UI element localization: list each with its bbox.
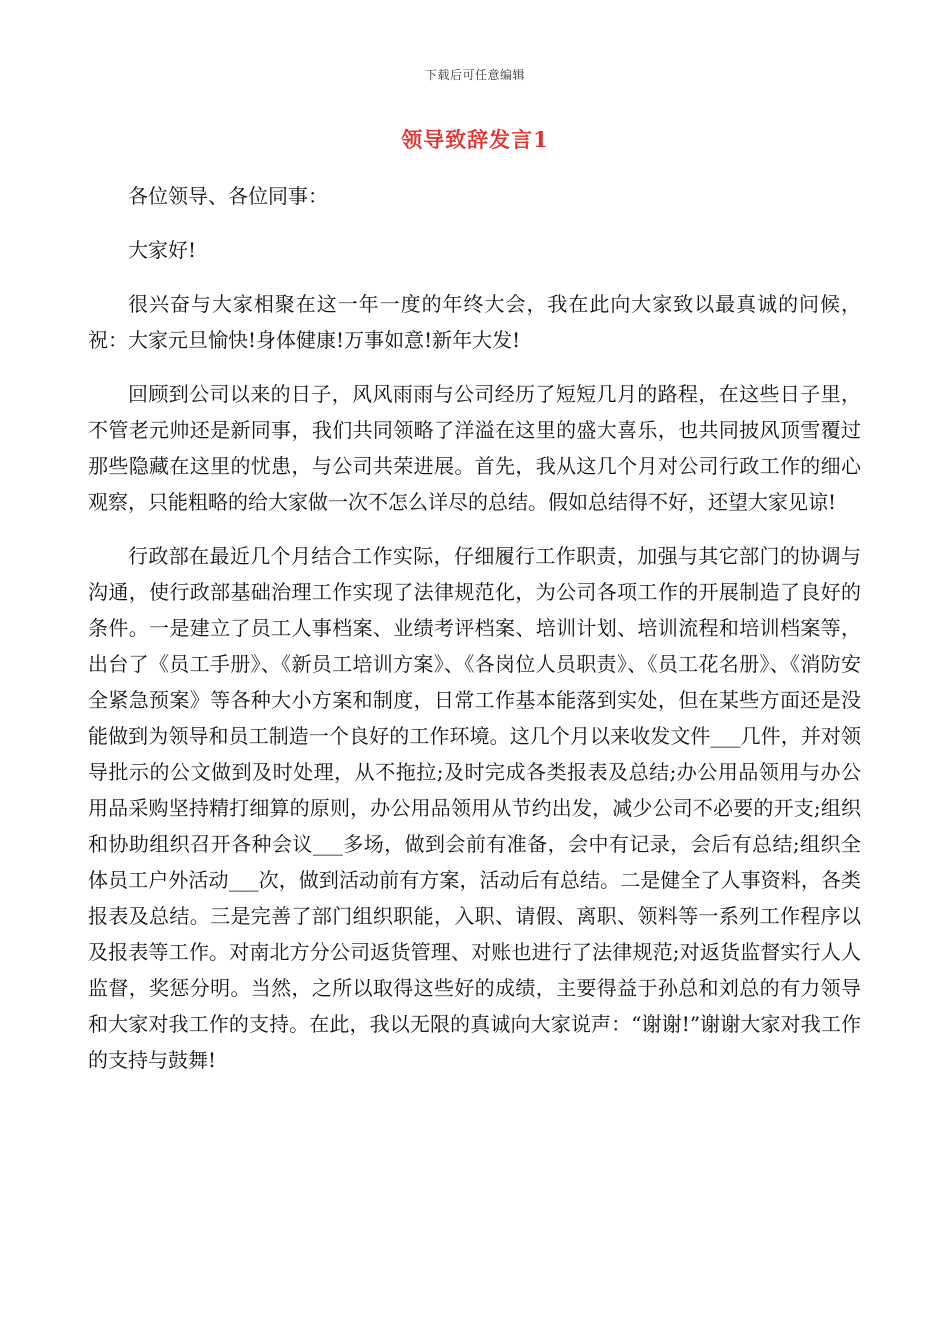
document-body [88,178,861,1096]
wishes-paragraph: 很兴奋与大家相聚在这一年一度的年终大会，我在此向大家致以最真诚的问候，祝：大家元旦愉快!身体健康!万事如意!新年大发! [88,292,861,352]
document-title: 领导致辞发言1 [401,127,549,152]
review-paragraph: 回顾到公司以来的日子，风风雨雨与公司经历了短短几月的路程，在这些日子里，不管老元帅还是新同事，我们共同领略了洋溢在这里的盛大喜乐，也共同披风顶雪覆过那些隐藏在这里的忧患，与公司共荣进展。首先，我从这几个月对公司行政工作的细心观察，只能粗略的给大家做一次不怎么详尽的总结。假如总结得不好，还望大家见谅! [88,382,861,514]
greeting-paragraph: 大家好! [128,238,197,262]
salutation-paragraph: 各位领导、各位同事： [128,184,328,208]
admin-summary-paragraph: 行政部在最近几个月结合工作实际，仔细履行工作职责，加强与其它部门的协调与沟通，使行政部基础治理工作实现了法律规范化，为公司各项工作的开展制造了良好的条件。一是建立了员工人事档案、业绩考评档案、培训计划、培训流程和培训档案等，出台了《员工手册》、《新员工培训方案》、《各岗位人员职责》、《员工花名册》、《消防安全紧急预案》等各种大小方案和制度，日常工作基本能落到实处，但在某些方面还是没能做到为领导和员工制造一个良好的工作环境。这几个月以来收发文件___几件，并对领导批示的公文做到及时处理，从不拖拉;及时完成各类报表及总结;办公用品领用与办公用品采购坚持精打细算的原则，办公用品领用从节约出发，减少公司不必要的开支;组织和协助组织召开各种会议___多场，做到会前有准备，会中有记录，会后有总结;组织全体员工户外活动___次，做到活动前有方案，活动后有总结。二是健全了人事资料，各类报表及总结。三是完善了部门组织职能，入职、请假、离职、领料等一系列工作程序以及报表等工作。对南北方分公司返货管理、对账也进行了法律规范;对返货监督实行人人监督，奖惩分明。当然，之所以取得这些好的成绩，主要得益于孙总和刘总的有力领导和大家对我工作的支持。在此，我以无限的真诚向大家说声：“谢谢!”谢谢大家对我工作的支持与鼓舞! [88,544,861,1072]
header-note: 下载后可任意编辑 [424,68,525,82]
